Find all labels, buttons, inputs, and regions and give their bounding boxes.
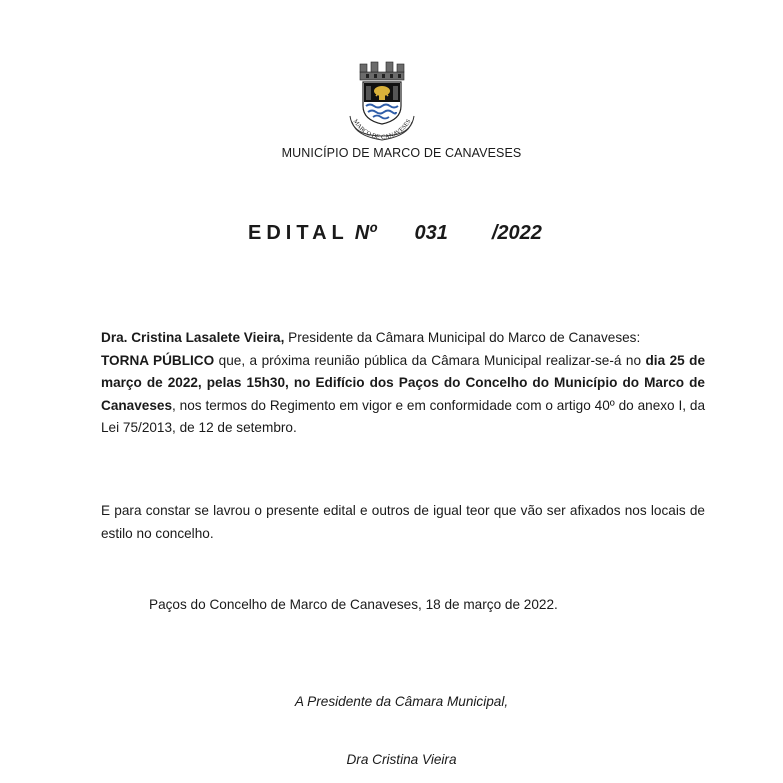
president-role: Presidente da Câmara Municipal do Marco de Canaveses: — [284, 330, 641, 345]
title-number-sign: Nº — [354, 222, 377, 244]
closing-paragraph: E para constar se lavrou o presente edital e outros de igual teor que vão ser afixados nos locais de estilo no concelho. — [101, 503, 705, 541]
president-name: Dra. Cristina Lasalete Vieira, — [101, 330, 285, 345]
announcement-lead: TORNA PÚBLICO — [101, 352, 215, 368]
signer-name: Dra Cristina Vieira — [346, 752, 457, 767]
document-title — [248, 222, 542, 245]
signer-title: A Presidente da Câmara Municipal, — [294, 694, 509, 709]
municipality-name: MUNICÍPIO DE MARCO DE CANAVESES — [281, 146, 522, 160]
announcement-text-2: , nos termos do Regimento em vigor e em conformidade com o artigo 40º do anexo I, da Lei 75/2013, de 12 de setembro. — [101, 397, 705, 436]
announcement-paragraph — [101, 327, 705, 440]
announcement-text-1: que, a próxima reunião pública da Câmara Municipal realizar-se-á no — [214, 352, 646, 368]
svg-text:MARCO DE CANAVESES: MARCO DE CANAVESES — [351, 118, 413, 142]
title-word: EDITAL — [248, 222, 349, 244]
municipal-crest-icon — [342, 58, 422, 142]
title-number: 031 — [414, 222, 448, 244]
place-and-date: Paços do Concelho de Marco de Canaveses, 18 de março de 2022. — [149, 597, 558, 612]
title-year: /2022 — [491, 222, 542, 244]
meeting-details: dia 25 de março de 2022, pelas 15h30, no Edifício dos Paços do Concelho do Município do Marco de Canaveses — [101, 352, 706, 413]
